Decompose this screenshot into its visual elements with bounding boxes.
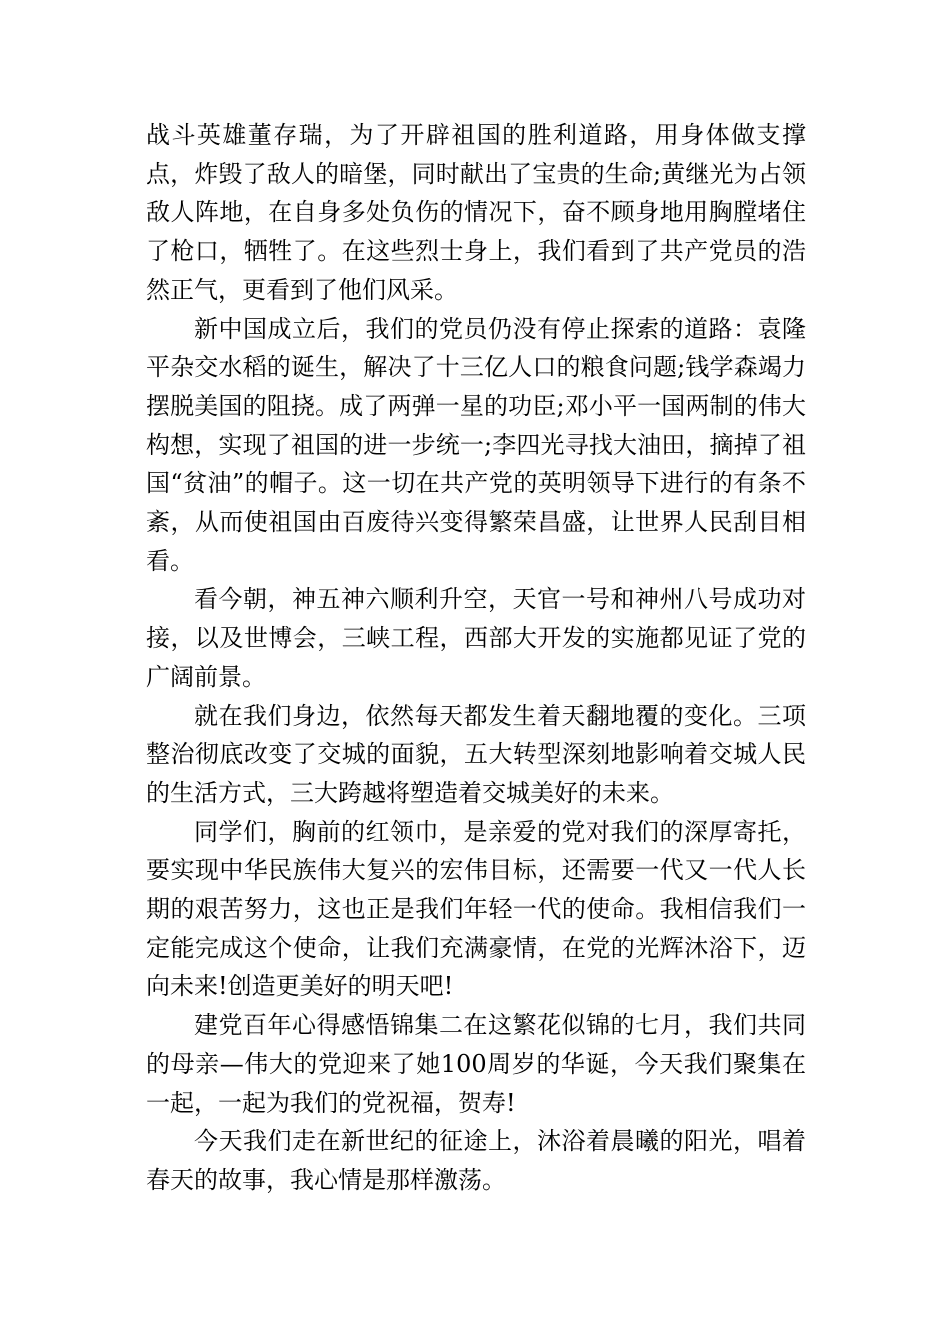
paragraph: 就在我们身边，依然每天都发生着天翻地覆的变化。三项整治彻底改变了交城的面貌，五大转型深刻地影响着交城人民的生活方式，三大跨越将塑造着交城美好的未来。	[146, 701, 806, 807]
paragraph: 战斗英雄董存瑞，为了开辟祖国的胜利道路，用身体做支撑点，炸毁了敌人的暗堡，同时献出了宝贵的生命;黄继光为占领敌人阵地，在自身多处负伤的情况下，奋不顾身地用胸膛堵住了枪口，牺牲了。在这些烈士身上，我们看到了共产党员的浩然正气，更看到了他们风采。	[146, 121, 806, 304]
paragraph: 建党百年心得感悟锦集二在这繁花似锦的七月，我们共同的母亲—伟大的党迎来了她100周岁的华诞，今天我们聚集在一起，一起为我们的党祝福，贺寿!	[146, 1011, 806, 1117]
paragraph: 新中国成立后，我们的党员仍没有停止探索的道路：袁隆平杂交水稻的诞生，解决了十三亿人口的粮食问题;钱学森竭力摆脱美国的阻挠。成了两弹一星的功臣;邓小平一国两制的伟大构想，实现了祖国的进一步统一;李四光寻找大油田，摘掉了祖国“贫油”的帽子。这一切在共产党的英明领导下进行的有条不紊，从而使祖国由百废待兴变得繁荣昌盛，让世界人民刮目相看。	[146, 314, 806, 575]
paragraph: 同学们，胸前的红领巾，是亲爱的党对我们的深厚寄托，要实现中华民族伟大复兴的宏伟目标，还需要一代又一代人长期的艰苦努力，这也正是我们年轻一代的使命。我相信我们一定能完成这个使命，让我们充满豪情，在党的光辉沐浴下，迈向未来!创造更美好的明天吧!	[146, 817, 806, 1001]
document-body	[146, 116, 806, 1200]
paragraph: 今天我们走在新世纪的征途上，沐浴着晨曦的阳光，唱着春天的故事，我心情是那样激荡。	[146, 1127, 806, 1194]
paragraph: 看今朝，神五神六顺利升空，天官一号和神州八号成功对接，以及世博会，三峡工程，西部大开发的实施都见证了党的广阔前景。	[146, 585, 806, 691]
